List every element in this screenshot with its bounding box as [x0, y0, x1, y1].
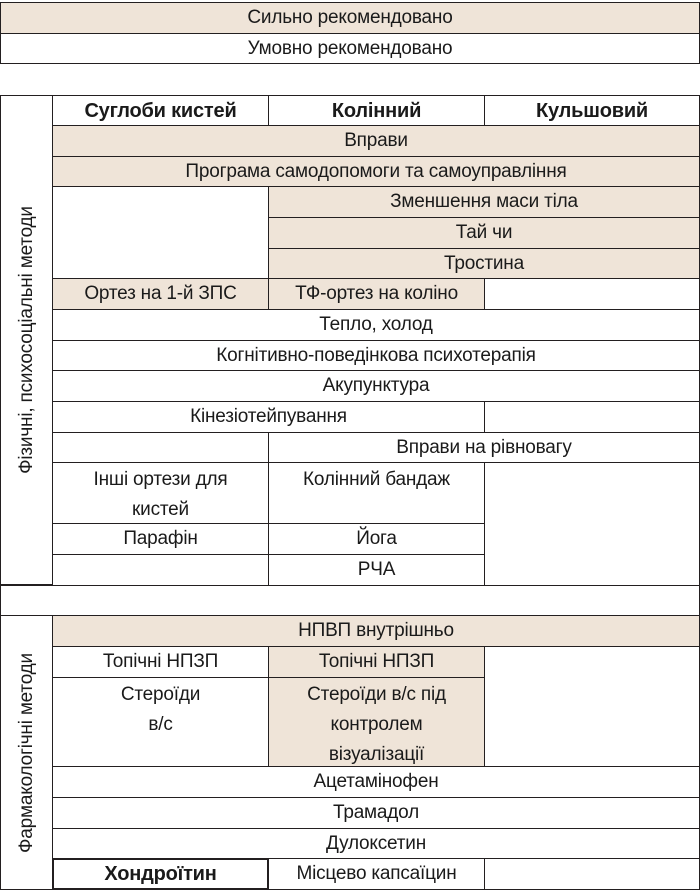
empty-hand-cell	[52, 554, 269, 586]
column-header-knee: Колінний	[268, 95, 485, 126]
tramadol-row: Трамадол	[52, 797, 700, 829]
rfa-cell: РЧА	[268, 554, 485, 586]
yoga-cell: Йога	[268, 523, 485, 555]
oral-nsaids-row: НПВП внутрішньо	[52, 615, 700, 647]
empty-hip-cell	[484, 858, 700, 890]
pharmacological-methods-label-text: Фармакологічні методи	[15, 652, 37, 853]
duloxetine-row: Дулоксетин	[52, 828, 700, 859]
steroids-hand-cell: Стероїди в/с	[52, 677, 269, 767]
empty-hip-cell	[484, 646, 700, 767]
tai-chi-row: Тай чи	[268, 217, 700, 249]
topical-nsaids-hand-cell: Топічні НПЗП	[52, 646, 269, 678]
pharmacological-methods-label	[0, 615, 53, 890]
exercise-row: Вправи	[52, 125, 700, 157]
legend-strong: Сильно рекомендовано	[0, 2, 700, 34]
cmc-orthosis-cell: Ортез на 1-й ЗПС	[52, 278, 269, 310]
capsaicin-cell: Місцево капсаїцин	[268, 858, 485, 890]
section-spacer	[0, 585, 700, 616]
empty-hand-cell	[52, 186, 269, 279]
empty-hip-cell	[484, 278, 700, 310]
kinesiotaping-cell: Кінезіотейпування	[52, 401, 485, 433]
empty-hip-cell	[484, 401, 700, 433]
legend-conditional: Умовно рекомендовано	[0, 33, 700, 64]
acupuncture-row: Акупунктура	[52, 370, 700, 402]
knee-brace-cell: Колінний бандаж	[268, 462, 485, 524]
tf-knee-orthosis-cell: ТФ-ортез на коліно	[268, 278, 485, 310]
empty-hip-cell	[484, 462, 700, 586]
balance-exercise-cell: Вправи на рівновагу	[268, 432, 700, 463]
acetaminophen-row: Ацетамінофен	[52, 766, 700, 798]
topical-nsaids-knee-cell: Топічні НПЗП	[268, 646, 485, 678]
chondroitin-cell: Хондроїтин	[52, 858, 269, 890]
steroids-guided-knee-cell: Стероїди в/с під контролем візуалізації	[268, 677, 485, 767]
cbt-row: Когнітивно-поведінкова психотерапія	[52, 340, 700, 371]
physical-methods-label	[0, 95, 53, 585]
cane-row: Тростина	[268, 248, 700, 279]
self-management-row: Програма самодопомоги та самоуправління	[52, 156, 700, 187]
column-header-hip: Кульшовий	[484, 95, 700, 126]
paraffin-cell: Парафін	[52, 523, 269, 555]
column-header-hand: Суглоби кистей	[52, 95, 269, 126]
other-hand-orthoses-cell: Інші ортези для кистей	[52, 462, 269, 524]
physical-methods-label-text: Фізичні, психосоціальні методи	[15, 206, 37, 474]
weight-loss-row: Зменшення маси тіла	[268, 186, 700, 218]
empty-hand-cell	[52, 432, 269, 463]
heat-cold-row: Тепло, холод	[52, 309, 700, 341]
